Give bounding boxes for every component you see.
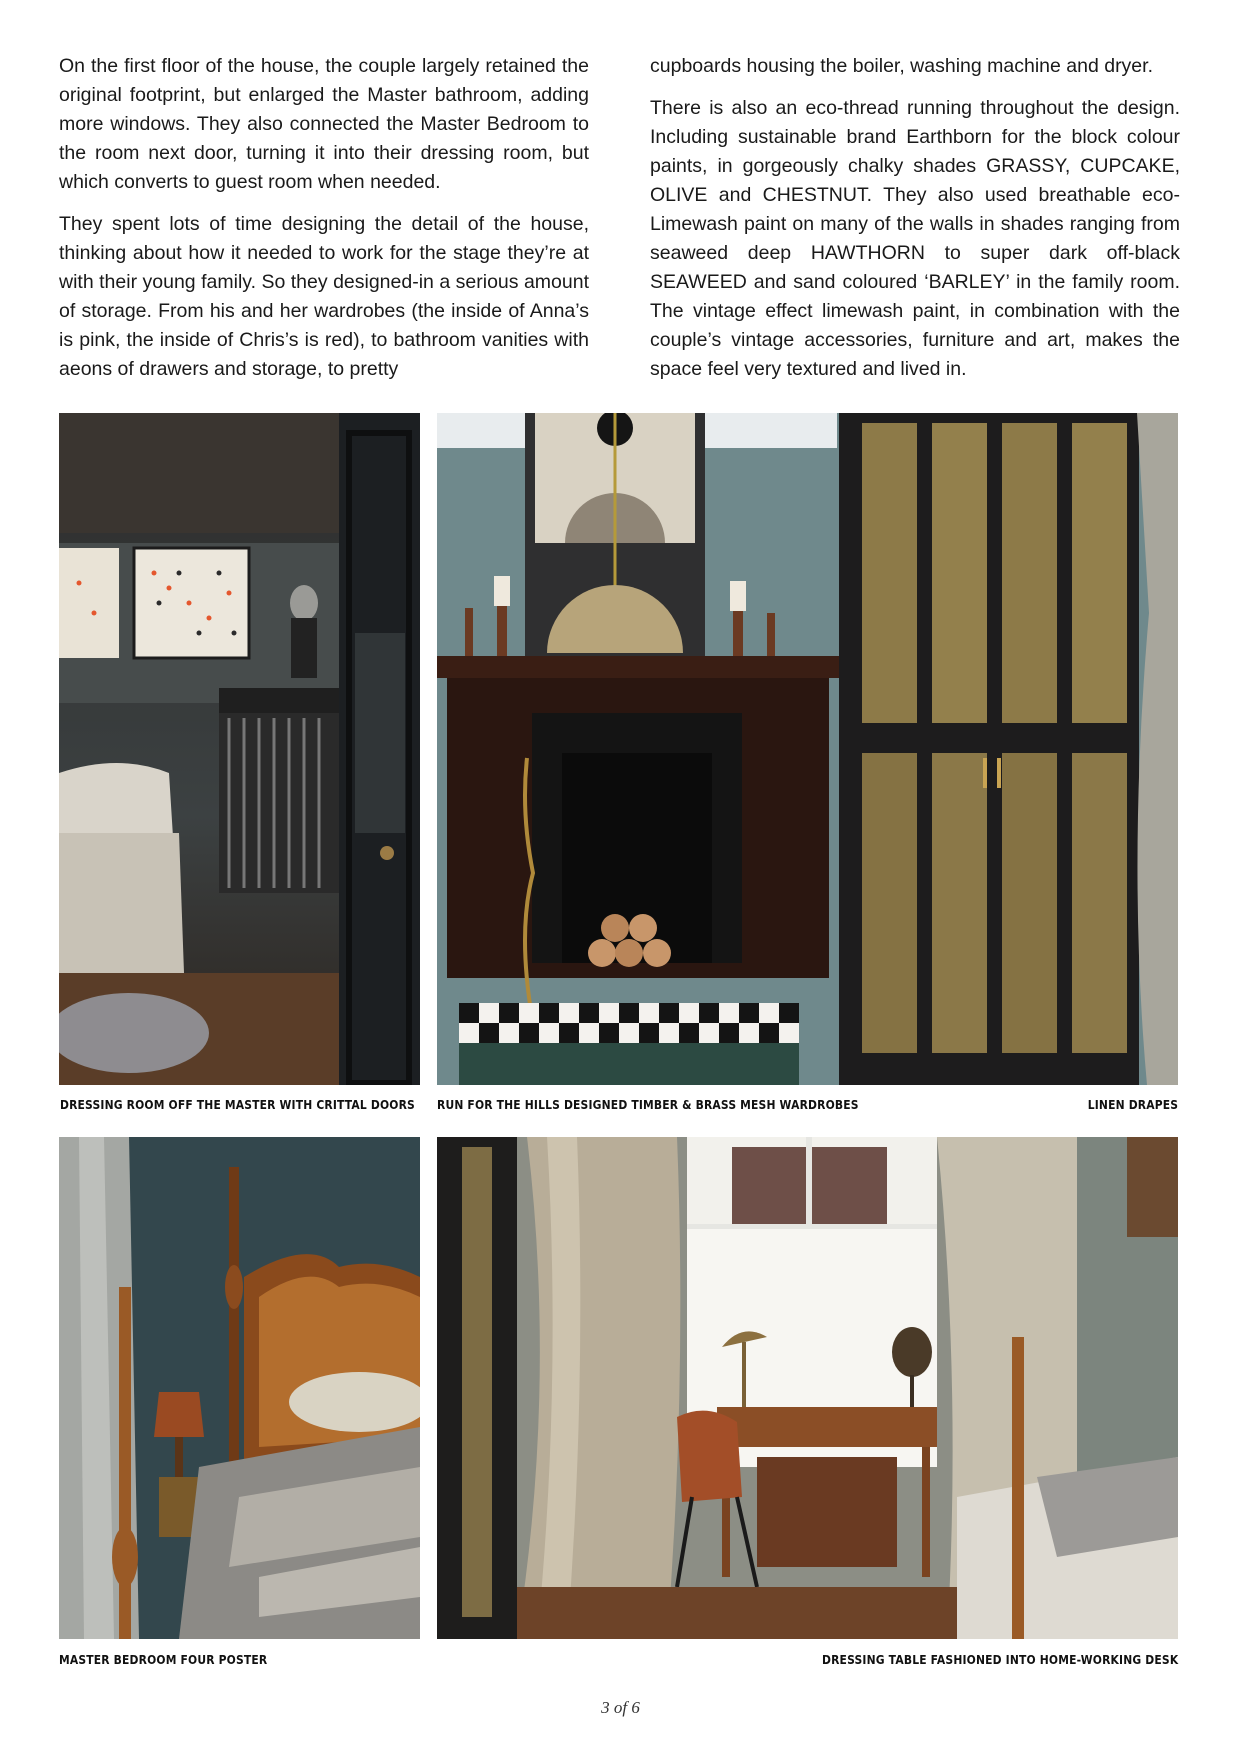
paragraph: On the first floor of the house, the couple largely retained the original footprint, but enlarged the Master bathroom, adding more windows. They also connected the Master Bedroom to the room next door, turning it into their dressing room, but which converts to guest room when needed.	[59, 55, 589, 193]
caption-dressing-room: DRESSING ROOM OFF THE MASTER WITH CRITTAL DOORS	[60, 1097, 415, 1112]
photo-four-poster	[59, 1137, 420, 1639]
paragraph: They spent lots of time designing the detail of the house, thinking about how it needed to work for the stage they’re at with their young family. So they designed-in a serious amount of storage. From his and her wardrobes (the inside of Anna’s is pink, the inside of Chris’s is red), to bathroom vanities with aeons of drawers and storage, to pretty	[59, 213, 589, 380]
caption-desk: DRESSING TABLE FASHIONED INTO HOME-WORKING DESK	[821, 1652, 1178, 1667]
paragraph: There is also an eco-thread running throughout the design. Including sustainable brand Earthborn for the block colour paints, in gorgeously chalky shades GRASSY, CUPCAKE, OLIVE and CHESTNUT. They also used breathable eco-Limewash paint on many of the walls in shades ranging from seaweed deep HAWTHORN to super dark off-black SEAWEED and sand coloured ‘BARLEY’ in the family room. The vintage effect limewash paint, in combination with the couple’s vintage accessories, furniture and art, makes the space feel very textured and lived in.	[650, 97, 1180, 380]
paragraph: cupboards housing the boiler, washing machine and dryer.	[650, 55, 1153, 77]
caption-linen-drapes: LINEN DRAPES	[1087, 1097, 1178, 1112]
photo-wardrobes	[437, 413, 1178, 1085]
right-text-column	[650, 52, 1180, 397]
page-number: 3 of 6	[601, 1698, 640, 1717]
photo-dressing-room	[59, 413, 420, 1085]
caption-wardrobes: RUN FOR THE HILLS DESIGNED TIMBER & BRASS MESH WARDROBES	[437, 1097, 859, 1112]
photo-desk	[437, 1137, 1178, 1639]
caption-four-poster: MASTER BEDROOM FOUR POSTER	[59, 1652, 268, 1667]
left-text-column	[59, 52, 589, 397]
